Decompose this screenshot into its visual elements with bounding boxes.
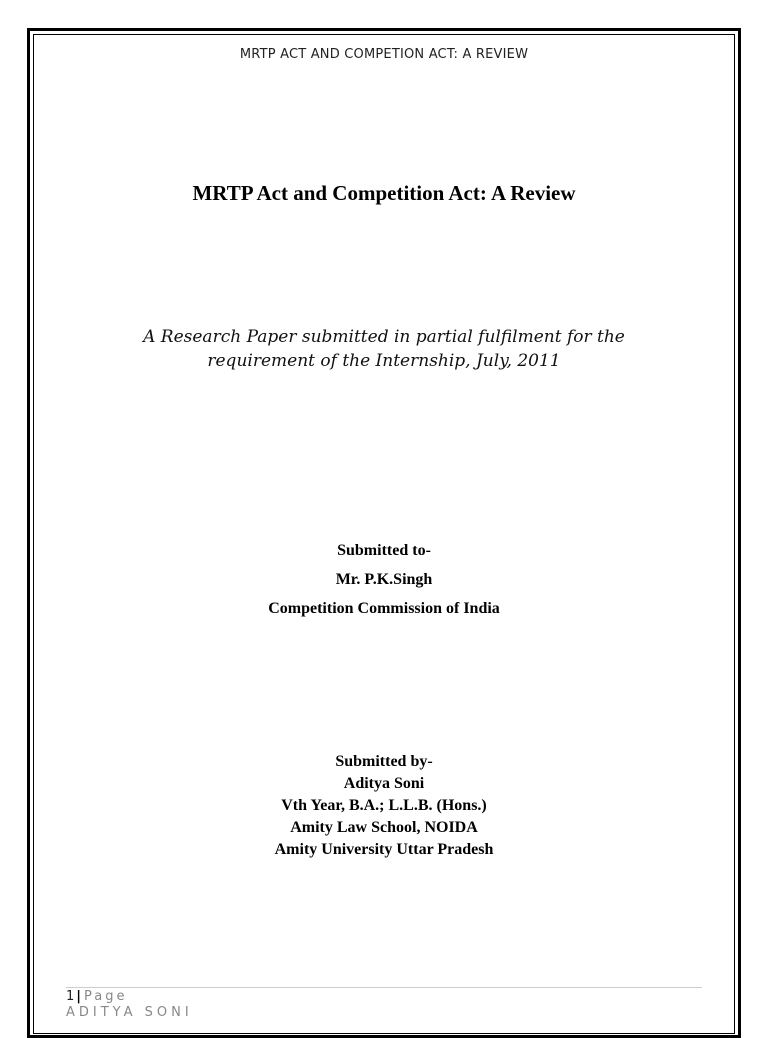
page-footer [66,989,193,1021]
submitted-by-block [0,752,768,862]
running-header: MRTP ACT AND COMPETION ACT: A REVIEW [239,47,529,62]
document-subtitle [0,325,768,373]
document-title: MRTP Act and Competition Act: A Review [192,181,576,205]
submitted-to-organization: Competition Commission of India [268,600,500,617]
submitted-to-heading: Submitted to- [337,542,431,559]
submitted-by-university: Amity University Uttar Pradesh [274,841,494,858]
footer-author: ADITYA SONI [66,1005,193,1020]
submitted-by-heading: Submitted by- [335,753,433,770]
subtitle-line-1: A Research Paper submitted in partial fulfilment for the [143,327,625,347]
submitted-to-block [0,541,768,628]
submitted-to-name: Mr. P.K.Singh [335,571,433,588]
footer-page-line [66,989,193,1005]
submitted-by-year: Vth Year, B.A.; L.L.B. (Hons.) [281,797,487,814]
footer-page-number: 1 [66,989,75,1004]
footer-separator: | [76,989,82,1004]
submitted-by-school: Amity Law School, NOIDA [290,819,478,836]
submitted-by-name: Aditya Soni [343,775,425,792]
footer-page-label: Page [84,989,128,1004]
footer-divider [66,987,702,988]
subtitle-line-2: requirement of the Internship, July, 2011 [207,351,561,371]
